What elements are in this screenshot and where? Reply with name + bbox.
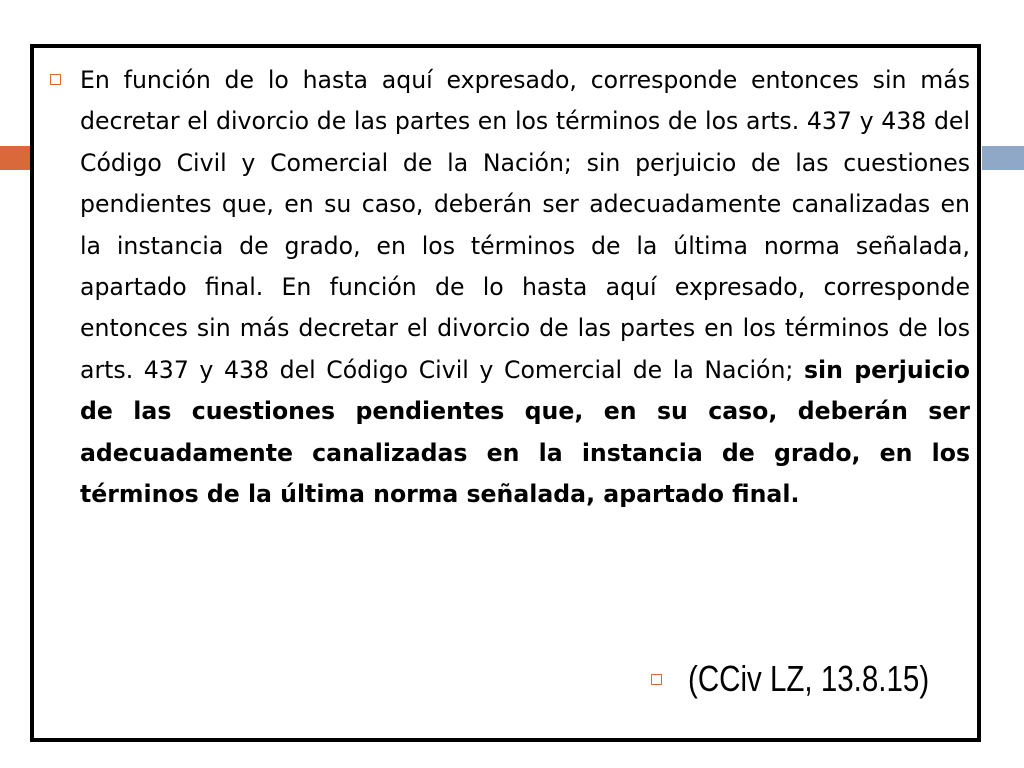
content-frame (30, 44, 981, 742)
paragraph-item (80, 60, 970, 515)
hollow-square-bullet-icon (651, 674, 662, 685)
paragraph-bold-text: sin perjuicio de las cuestiones pendientes que, en su caso, deberán ser adecuadamente canalizadas en la instancia de grado, en los términos de la última norma señalada, apartado final. (80, 355, 970, 509)
citation-text: (CCiv LZ, 13.8.15) (688, 658, 930, 699)
left-accent-bar (0, 146, 34, 170)
paragraph-regular-text: En función de lo hasta aquí expresado, corresponde entonces sin más decretar el divorcio de las partes en los términos de los arts. 437 y 438 del Código Civil y Comercial de la Nación; sin perjuicio de las cuestiones pendientes que, en su caso, deberán ser adecuadamente canalizadas en la instancia de grado, en los términos de la última norma señalada, apartado final. En función de lo hasta aquí expresado, corresponde entonces sin más decretar el divorcio de las partes en los términos de los arts. 437 y 438 del Código Civil y Comercial de la Nación; (80, 66, 970, 384)
paragraph-text (80, 60, 970, 515)
hollow-square-bullet-icon (50, 74, 61, 85)
right-accent-bar (982, 146, 1024, 170)
